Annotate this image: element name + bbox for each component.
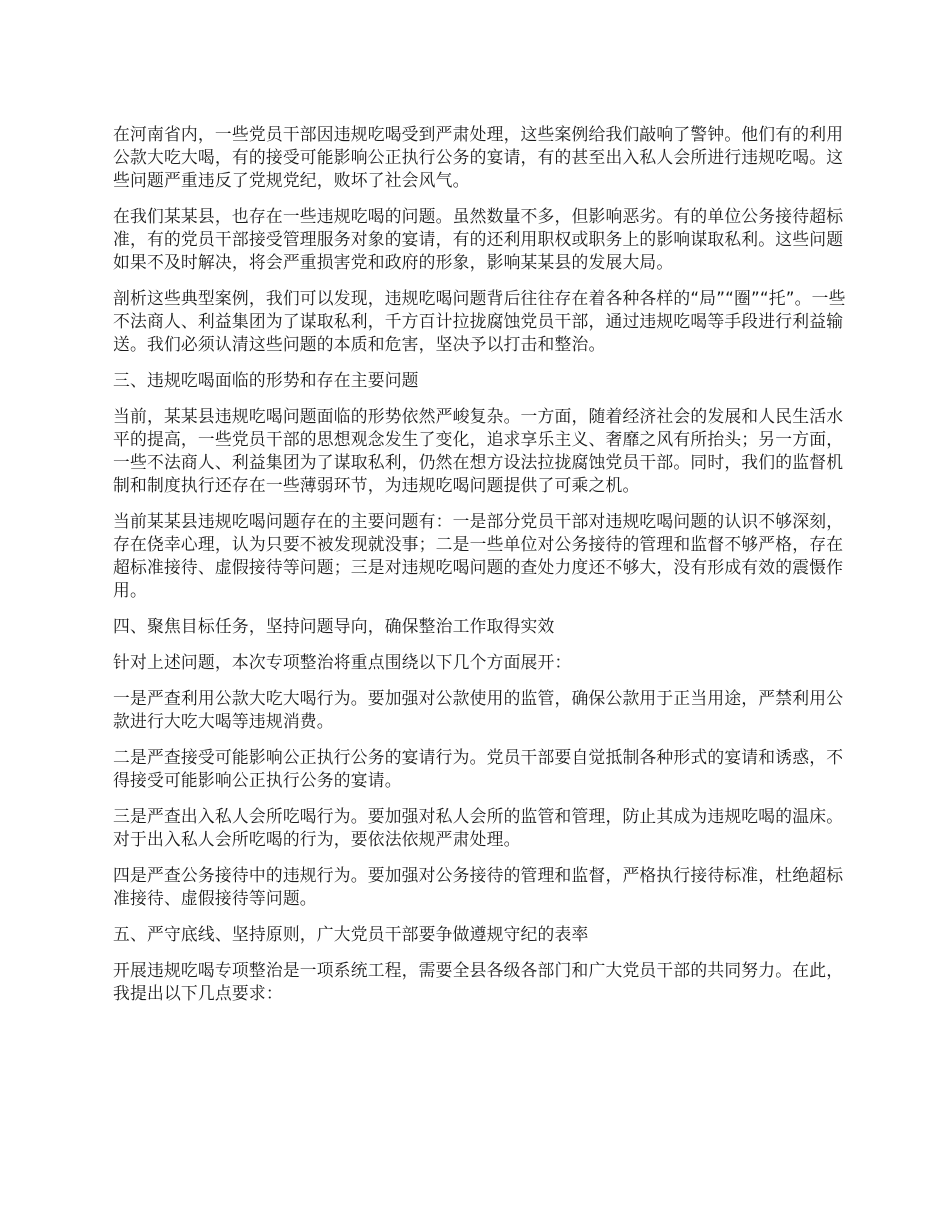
- paragraph-8: 二是严查接受可能影响公正执行公务的宴请行为。党员干部要自觉抵制各种形式的宴请和诱惑，不得接受可能影响公正执行公务的宴请。: [113, 747, 844, 790]
- paragraph-9: 三是严查出入私人会所吃喝行为。要加强对私人会所的监管和管理，防止其成为违规吃喝的温床。对于出入私人会所吃喝的行为，要依法依规严肃处理。: [113, 806, 844, 849]
- paragraph-6: 针对上述问题，本次专项整治将重点围绕以下几个方面展开：: [113, 652, 572, 672]
- section-heading-3: 三、违规吃喝面临的形势和存在主要问题: [113, 370, 419, 390]
- paragraph-11: 开展违规吃喝专项整治是一项系统工程，需要全县各级各部门和广大党员干部的共同努力。在此，我提出以下几点要求：: [113, 960, 844, 1003]
- section-heading-4: 四、聚焦目标任务，坚持问题导向，确保整治工作取得实效: [113, 616, 555, 636]
- section-heading-5: 五、严守底线、坚持原则，广大党员干部要争做遵规守纪的表率: [113, 924, 589, 944]
- paragraph-7: 一是严查利用公款大吃大喝行为。要加强对公款使用的监管，确保公款用于正当用途，严禁利用公款进行大吃大喝等违规消费。: [113, 688, 844, 731]
- paragraph-1: 在河南省内，一些党员干部因违规吃喝受到严肃处理，这些案例给我们敲响了警钟。他们有的利用公款大吃大喝，有的接受可能影响公正执行公务的宴请，有的甚至出入私人会所进行违规吃喝。这些问题严重违反了党规党纪，败坏了社会风气。: [113, 124, 844, 190]
- paragraph-5: 当前某某县违规吃喝问题存在的主要问题有：一是部分党员干部对违规吃喝问题的认识不够深刻，存在侥幸心理，认为只要不被发现就没事；二是一些单位对公务接待的管理和监督不够严格，存在超标准接待、虚假接待等问题；三是对违规吃喝问题的查处力度还不够大，没有形成有效的震慑作用。: [113, 511, 844, 600]
- paragraph-4: 当前，某某县违规吃喝问题面临的形势依然严峻复杂。一方面，随着经济社会的发展和人民生活水平的提高，一些党员干部的思想观念发生了变化，追求享乐主义、奢靡之风有所抬头；另一方面，一些不法商人、利益集团为了谋取私利，仍然在想方设法拉拢腐蚀党员干部。同时，我们的监督机制和制度执行还存在一些薄弱环节，为违规吃喝问题提供了可乘之机。: [113, 406, 844, 495]
- paragraph-2: 在我们某某县，也存在一些违规吃喝的问题。虽然数量不多，但影响恶劣。有的单位公务接待超标准，有的党员干部接受管理服务对象的宴请，有的还利用职权或职务上的影响谋取私利。这些问题如果不及时解决，将会严重损害党和政府的形象，影响某某县的发展大局。: [113, 206, 844, 272]
- paragraph-3: 剖析这些典型案例，我们可以发现，违规吃喝问题背后往往存在着各种各样的“局”“圈”“托”。一些不法商人、利益集团为了谋取私利，千方百计拉拢腐蚀党员干部，通过违规吃喝等手段进行利益输送。我们必须认清这些问题的本质和危害，坚决予以打击和整治。: [113, 288, 846, 354]
- paragraph-10: 四是严查公务接待中的违规行为。要加强对公务接待的管理和监督，严格执行接待标准，杜绝超标准接待、虚假接待等问题。: [113, 865, 844, 908]
- document-body: [113, 123, 853, 1018]
